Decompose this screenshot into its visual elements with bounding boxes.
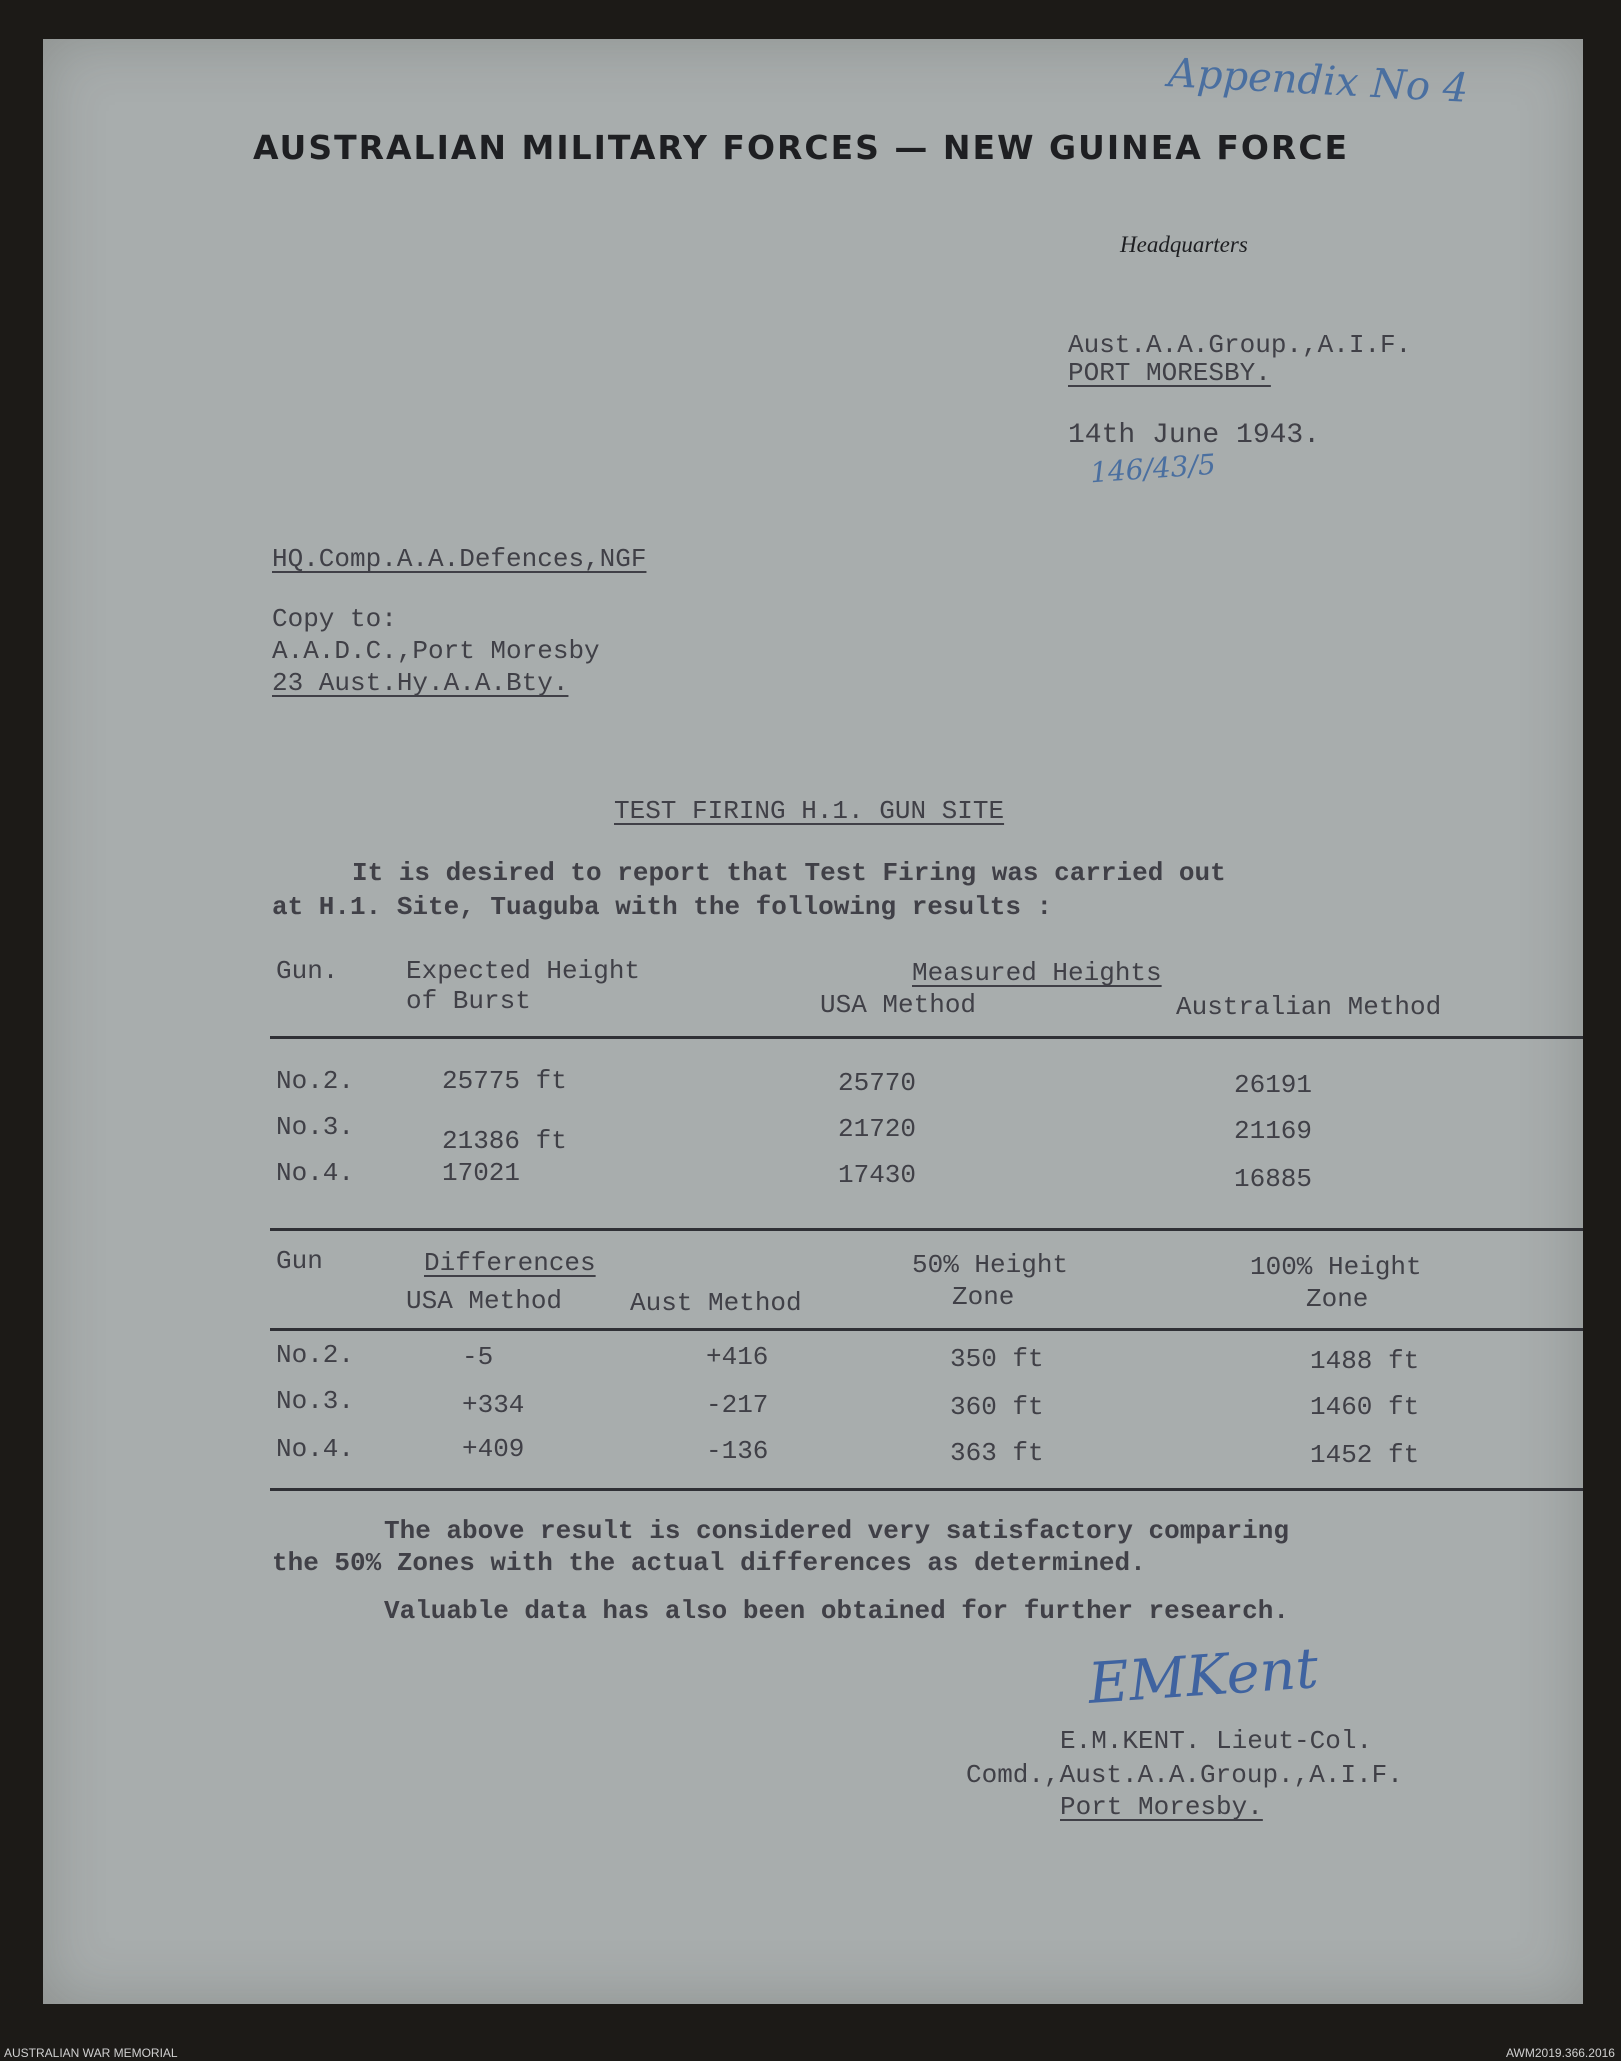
col-header-gun: Gun [276,1246,323,1276]
table-cell-aust: 21169 [1234,1116,1313,1146]
table-cell-50-zone: 363 ft [950,1438,1044,1468]
col-header-gun: Gun. [276,956,339,986]
col-header-aust-method: Aust Method [630,1288,802,1318]
table-row-gun: No.3. [276,1386,355,1416]
col-header-100-zone: Zone [1306,1284,1369,1314]
table-row-gun: No.3. [276,1112,355,1142]
table-cell-usa: 25770 [838,1068,917,1098]
table-row-gun: No.2. [276,1340,355,1370]
col-header-50-height: 50% Height [912,1250,1069,1280]
handwritten-signature: EMKent [1086,1636,1321,1717]
table-row-gun: No.2. [276,1066,355,1096]
copy-to-label: Copy to: [272,604,397,634]
table-cell-usa: 17430 [838,1160,917,1190]
table-cell-usa: 21720 [838,1114,917,1144]
copy-to-recipient-1: A.A.D.C.,Port Moresby [272,636,600,666]
col-header-50-zone: Zone [952,1282,1015,1312]
col-header-australian-method: Australian Method [1176,992,1442,1022]
table-cell-usa-diff: +409 [462,1434,525,1464]
sender-unit: Aust.A.A.Group.,A.I.F. [1068,330,1412,360]
col-header-usa-method: USA Method [406,1286,563,1316]
table-cell-aust-diff: +416 [706,1342,769,1372]
signatory-name: E.M.KENT. Lieut-Col. [1060,1726,1373,1756]
signatory-location: Port Moresby. [1060,1792,1263,1822]
conclusion-line-2: the 50% Zones with the actual differences as determined. [272,1548,1146,1578]
table-cell-aust: 16885 [1234,1164,1313,1194]
col-header-usa-method: USA Method [820,990,977,1020]
table-cell-100-zone: 1460 ft [1310,1392,1420,1422]
footer-right: AWM2019.366.2016 [1506,2046,1615,2060]
table-cell-expected: 25775 ft [442,1066,567,1096]
subject-heading: TEST FIRING H.1. GUN SITE [614,796,1005,826]
col-header-measured-heights: Measured Heights [912,958,1162,988]
footer-left: AUSTRALIAN WAR MEMORIAL [4,2046,178,2060]
table-cell-aust-diff: -217 [706,1390,769,1420]
copy-to-recipient-2: 23 Aust.Hy.A.A.Bty. [272,668,569,698]
sender-location: PORT MORESBY. [1068,358,1271,388]
table-rule [270,1488,1583,1491]
table-rule [270,1328,1583,1331]
table-row-gun: No.4. [276,1434,355,1464]
table-cell-100-zone: 1488 ft [1310,1346,1420,1376]
conclusion-line-3: Valuable data has also been obtained for further research. [384,1596,1289,1626]
table-cell-100-zone: 1452 ft [1310,1440,1420,1470]
file-reference: 146/43/5 [1089,447,1217,490]
table-cell-aust: 26191 [1234,1070,1313,1100]
headquarters-label: Headquarters [1120,232,1248,257]
col-header-expected-height: Expected Height [406,956,641,986]
table-cell-usa-diff: -5 [462,1342,494,1372]
table-rule [270,1036,1583,1039]
table-cell-usa-diff: +334 [462,1390,525,1420]
conclusion-line-1: The above result is considered very satisfactory comparing [384,1516,1289,1546]
col-header-differences: Differences [424,1248,596,1278]
addressee: HQ.Comp.A.A.Defences,NGF [272,544,647,574]
table-row-gun: No.4. [276,1158,355,1188]
col-header-100-height: 100% Height [1250,1252,1422,1282]
appendix-annotation: Appendix No 4 [1167,50,1470,112]
letterhead: AUSTRALIAN MILITARY FORCES — NEW GUINEA FORCE [253,128,1350,167]
letter-date: 14th June 1943. [1068,420,1321,451]
table-cell-aust-diff: -136 [706,1436,769,1466]
intro-line-1: It is desired to report that Test Firing was carried out [352,858,1226,888]
table-cell-50-zone: 350 ft [950,1344,1044,1374]
table-cell-expected: 21386 ft [442,1126,567,1156]
signatory-title: Comd.,Aust.A.A.Group.,A.I.F. [966,1760,1403,1790]
col-header-of-burst: of Burst [406,986,531,1016]
table-rule [270,1228,1583,1231]
table-cell-50-zone: 360 ft [950,1392,1044,1422]
table-cell-expected: 17021 [442,1158,521,1188]
intro-line-2: at H.1. Site, Tuaguba with the following results : [272,892,1053,922]
